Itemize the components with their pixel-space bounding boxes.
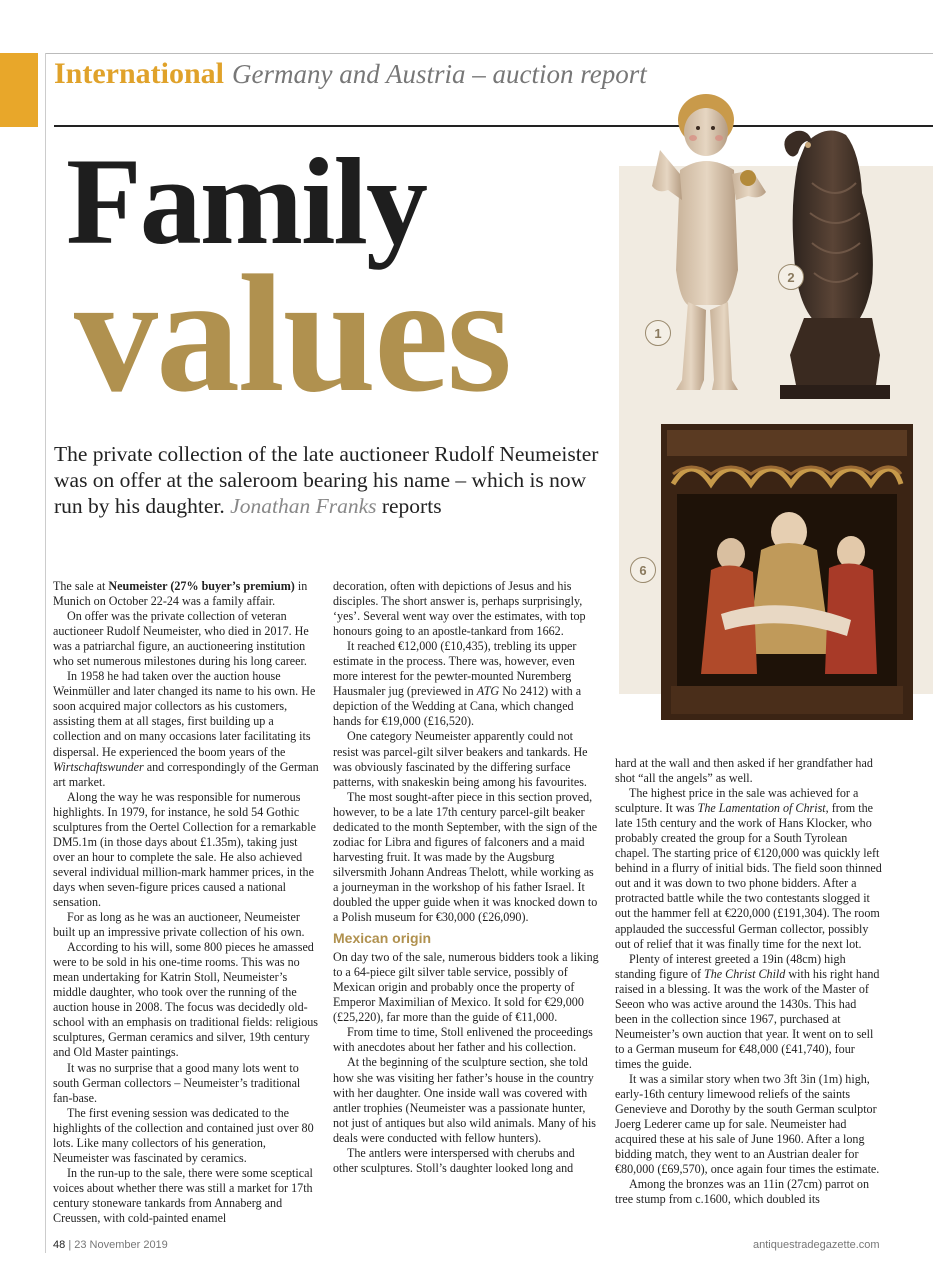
- paragraph: At the beginning of the sculpture section, she told how she was visiting her father’s house in the country with her daughter. One inside wall was covered with antler trophies (Neumeister was a passionate hunter, not just of antiques but also wild animals. Many of his deals were conducted with fellow hunters).: [333, 1055, 597, 1145]
- paragraph: decoration, often with depictions of Jesus and his disciples. The short answer is, perhaps surprisingly, ‘yes’. Several went way over the estimates, with top honours going to an apostle-tankard from 1662.: [333, 579, 586, 639]
- paragraph: According to his will, some 800 pieces he amassed were to be sold in his one-time rooms. This was no mean undertaking for Katrin Stoll, Neumeister’s middle daughter, who took over the running of the auction house in 2008. The focus was decidedly old-school with an emphasis on traditional fields: religious sculptures, German ceramics and silver, 19th century and Old Master paintings.: [53, 940, 319, 1060]
- article-column-3: [615, 756, 882, 1207]
- left-rule: [45, 53, 46, 1253]
- christ-child-sculpture-image: [648, 90, 770, 402]
- paragraph: The antlers were interspersed with cherubs and other sculptures. Stoll’s daughter looked long and: [333, 1145, 575, 1175]
- page-number: 48: [53, 1239, 66, 1251]
- figure-number-badge: 6: [630, 557, 656, 583]
- paragraph: The most sought-after piece in this section proved, however, to be a late 17th century parcel-gilt beaker dedicated to the month September, with the sign of the zodiac for Libra and figures of falconers and a maid harvesting fruit. It was made by the Augsburg silversmith Johann Andreas Thelott, while working as a journeyman in the workshop of his father Israel. It doubled the upper guide when it was knocked down to a Polish museum for €30,000 (£26,090).: [333, 789, 598, 925]
- section-label: International: [54, 57, 225, 90]
- figure-number-badge: 1: [645, 320, 671, 346]
- paragraph: From time to time, Stoll enlivened the proceedings with anecdotes about her father and his collection.: [333, 1025, 593, 1055]
- standfirst-suffix: reports: [381, 494, 442, 518]
- headline-line-1: Family: [66, 133, 426, 270]
- paragraph: It reached €12,000 (£10,435), trebling its upper estimate in the process. There was, however, even more interest for the pewter-mounted Nuremberg Hausmaler jug (previewed in ATG No 2412) with a depiction of the Wedding at Cana, which changed hands for €19,000 (£16,520).: [333, 639, 582, 729]
- standfirst-text: The private collection of the late auctioneer Rudolf Neumeister was on offer at the saleroom bearing his name – which is now run by his daughter.: [54, 442, 599, 518]
- paragraph: Along the way he was responsible for numerous highlights. In 1979, for instance, he sold 54 Gothic sculptures from the Oertel Collection for a remarkable DM5.1m (in those days about £1.35m), taking just over an hour to complete the sale. He also achieved several individual million-mark hammer prices, in the days when seven-figure prices caused a national sensation.: [53, 789, 316, 909]
- top-rule: [45, 53, 933, 54]
- paragraph: In 1958 he had taken over the auction house Weinmüller and later changed its name to his own. He soon acquired major collectors as his customers, assisting them at all stages, first building up a collection and on many occasions later facilitating its dispersal. He experienced the boom years of the Wirtschaftswunder and correspondingly of the German art market.: [53, 669, 319, 789]
- footer-separator: |: [68, 1239, 72, 1251]
- paragraph: hard at the wall and then asked if her grandfather had shot “all the angels” as well.: [615, 756, 873, 786]
- paragraph: One category Neumeister apparently could not resist was parcel-gilt silver beakers and tankards. He was obviously fascinated by the differing surface patterns, with snakeskin being among his favourites.: [333, 729, 588, 789]
- lamentation-relief-image: [661, 424, 913, 720]
- paragraph: The first evening session was dedicated to the highlights of the collection and contained just over 80 lots. Like many collectors of his generation, Neumeister was fascinated by ceramics.: [53, 1105, 314, 1165]
- paragraph: On day two of the sale, numerous bidders took a liking to a 64-piece gilt silver table service, possibly of Mexican origin and probably once the property of Emperor Maximilian of Mexico. It sold for €29,000 (£25,220), far more than the guide of €11,000.: [333, 950, 599, 1025]
- figure-number-badge: 2: [778, 264, 804, 290]
- paragraph: It was no surprise that a good many lots went to south German collectors – Neumeister’s traditional fan-base.: [53, 1060, 301, 1105]
- paragraph: It was a similar story when two 3ft 3in (1m) high, early-16th century limewood reliefs of the saints Genevieve and Dorothy by the south German sculptor Joerg Lederer came up for sale. Neumeister had acquired these at his sale of June 1960. After a long bidding match, they went to an Austrian dealer for €80,000 (£69,570), once again four times the estimate.: [615, 1071, 880, 1177]
- paragraph: On offer was the private collection of veteran auctioneer Rudolf Neumeister, who died in 2017. He was a patriarchal figure, an auctioneering institution who set numerous milestones during his long career.: [53, 609, 309, 669]
- article-column-1: [53, 579, 319, 1226]
- section-color-tab: [0, 53, 38, 127]
- paragraph: In the run-up to the sale, there were some sceptical voices about whether there was still a market for 17th century stoneware tankards from Annaberg and Creussen, with cold-painted enamel: [53, 1165, 313, 1225]
- paragraph: For as long as he was an auctioneer, Neumeister built up an impressive private collection of his own.: [53, 910, 305, 940]
- article-column-2: [333, 579, 601, 1176]
- section-subtitle: Germany and Austria – auction report: [232, 59, 647, 89]
- paragraph: Plenty of interest greeted a 19in (48cm) high standing figure of The Christ Child with his right hand raised in a blessing. It was the work of the Master of Seeon who was active around the 1430s. This had been in the collection since 1967, purchased at Neumeister’s own auction that year. It went on to sell to a German museum for €48,000 (£41,740), four times the guide.: [615, 951, 880, 1071]
- website-link[interactable]: antiquestradegazette.com: [753, 1239, 880, 1251]
- subheading: Mexican origin: [333, 930, 432, 947]
- page-header: [54, 57, 647, 91]
- headline-line-2: values: [74, 241, 511, 427]
- issue-date: 23 November 2019: [74, 1239, 168, 1251]
- paragraph: Among the bronzes was an 11in (27cm) parrot on tree stump from c.1600, which doubled its: [615, 1177, 870, 1207]
- page-footer: [53, 1239, 168, 1251]
- standfirst: [54, 441, 614, 519]
- paragraph: The sale at Neumeister (27% buyer’s premium) in Munich on October 22-24 was a family affair.: [53, 579, 308, 609]
- author-name: Jonathan Franks: [230, 494, 377, 518]
- paragraph: The highest price in the sale was achieved for a sculpture. It was The Lamentation of Christ, from the late 15th century and the work of Hans Klocker, who probably created the group for a South Tyrolean chapel. The starting price of €120,000 was quickly left behind in a flurry of initial bids. The field soon thinned out and it was down to two phone bidders. After a protracted battle while the two contestants slogged it out the hammer fell at €220,000 (£191,304). The room applauded the successful German collector, possibly out of relief that it was finally time for the next lot.: [615, 786, 882, 951]
